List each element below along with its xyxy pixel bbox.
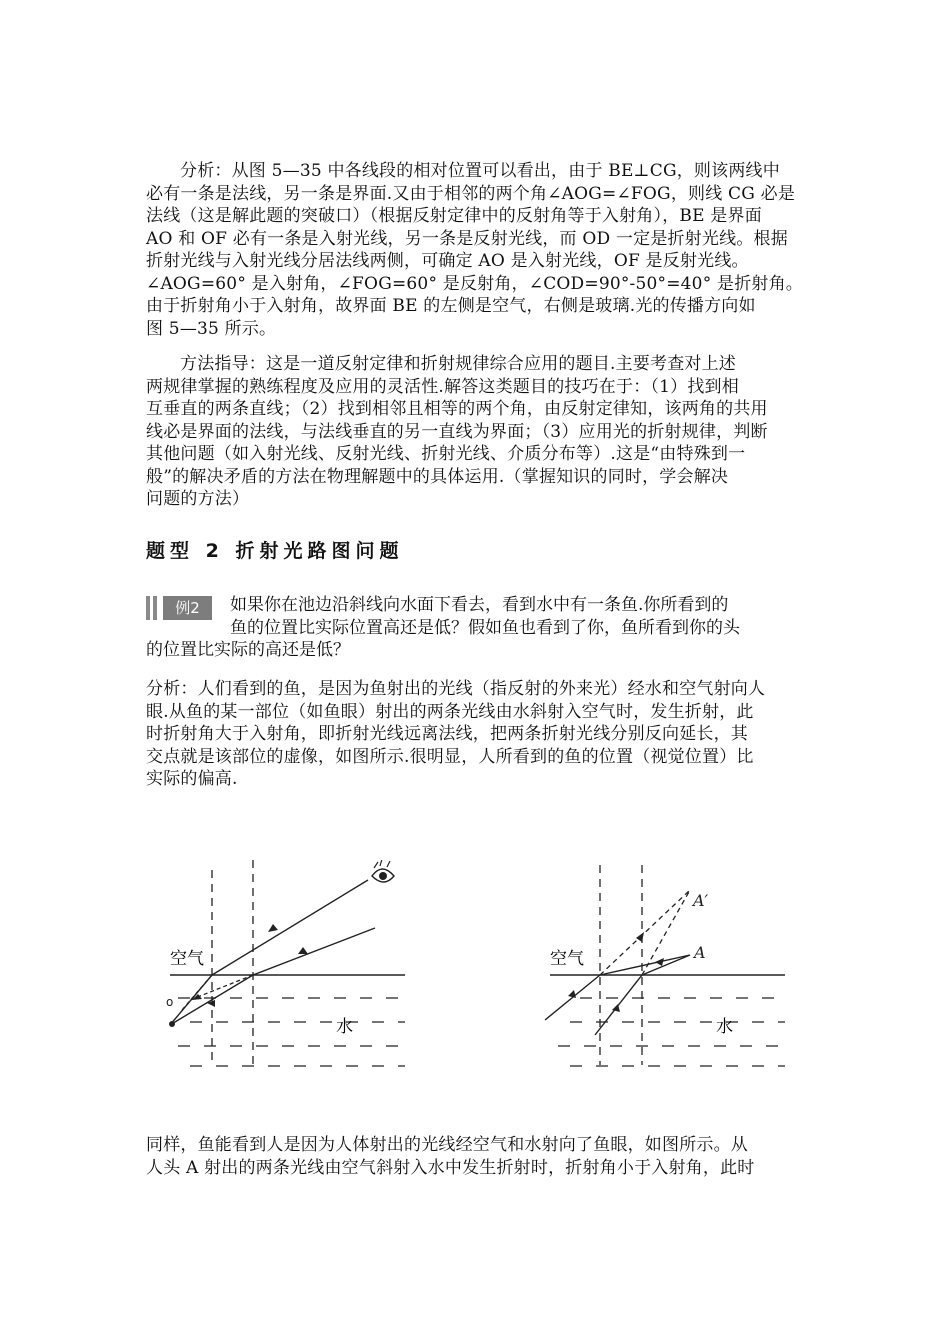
example-tag-label: 例2 xyxy=(163,596,212,620)
water-label: 水 xyxy=(716,1017,733,1037)
extension-line xyxy=(642,890,690,975)
tag-bar xyxy=(153,596,157,620)
analysis2-line: 时折射角大于入射角，即折射光线远离法线，把两条折射光线分别反向延长，其 xyxy=(146,724,748,744)
figure-person-seen-by-fish xyxy=(540,860,790,1080)
analysis2-line: 实际的偏高. xyxy=(146,769,238,789)
eye-icon xyxy=(372,860,394,882)
example-line: 如果你在池边沿斜线向水面下看去，看到水中有一条鱼.你所看到的 xyxy=(230,595,729,615)
method-line: 方法指导：这是一道反射定律和折射规律综合应用的题目.主要考查对上述 xyxy=(180,354,737,374)
method-paragraph xyxy=(146,353,806,511)
example-tag xyxy=(146,596,212,620)
analysis-line: 必有一条是法线，另一条是界面.又由于相邻的两个角∠AOG=∠FOG，则线 CG 必是 xyxy=(146,183,796,204)
air-label: 空气 xyxy=(550,949,584,969)
analysis2-line: 交点就是该部位的虚像，如图所示.很明显，人所看到的鱼的位置（视觉位置）比 xyxy=(146,746,754,767)
refracted-ray xyxy=(253,928,375,975)
method-line: 互垂直的两条直线；（2）找到相邻且相等的两个角，由反射定律知，该两角的共用 xyxy=(146,399,768,419)
analysis-paragraph xyxy=(146,160,806,340)
method-line: 两规律掌握的熟练程度及应用的灵活性.解答这类题目的技巧在于：（1）找到相 xyxy=(146,376,739,397)
closing-paragraph xyxy=(146,1134,806,1179)
example-line: 鱼的位置比实际位置高还是低？假如鱼也看到了你，鱼所看到你的头 xyxy=(230,617,740,638)
analysis2-paragraph xyxy=(146,678,806,791)
closing-line: 同样，鱼能看到人是因为人体射出的光线经空气和水射向了鱼眼，如图所示。从 xyxy=(146,1135,748,1155)
analysis-line: AO 和 OF 必有一条是入射光线，另一条是反射光线，而 OD 一定是折射光线。根据 xyxy=(146,228,788,249)
analysis-line: 折射光线与入射光线分居法线两侧，可确定 AO 是入射光线，OF 是反射光线。 xyxy=(146,251,749,271)
analysis-line: ∠AOG=60° 是入射角，∠FOG=60° 是反射角，∠COD=90°-50°=40° 是折射角。 xyxy=(146,273,804,294)
analysis-line: 法线（这是解此题的突破口）（根据反射定律中的反射角等于入射角），BE 是界面 xyxy=(146,206,762,226)
analysis-line: 分析：从图 5—35 中各线段的相对位置可以看出，由于 BE⊥CG，则该两线中 xyxy=(180,161,780,181)
svg-text:o: o xyxy=(166,995,174,1009)
air-label: 空气 xyxy=(170,949,204,969)
analysis2-line: 分析：人们看到的鱼，是因为鱼射出的光线（指反射的外来光）经水和空气射向人 xyxy=(146,679,766,699)
tag-bar xyxy=(146,596,150,620)
incident-ray xyxy=(600,955,690,975)
point-a-prime-label: A′ xyxy=(693,891,709,910)
analysis-line: 由于折射角小于入射角，故界面 BE 的左侧是空气，右侧是玻璃.光的传播方向如 xyxy=(146,296,756,316)
method-line: 其他问题（如入射光线、反射光线、折射光线、介质分布等）.这是“由特殊到一 xyxy=(146,444,746,464)
analysis2-line: 眼.从鱼的某一部位（如鱼眼）射出的两条光线由水斜射入空气时，发生折射，此 xyxy=(146,701,754,722)
extension-line xyxy=(600,890,690,975)
water-dashes xyxy=(558,998,785,1066)
figure-fish-seen-by-eye xyxy=(160,860,410,1080)
method-line: 问题的方法） xyxy=(146,489,250,509)
method-line: 线必是界面的法线，与法线垂直的另一直线为界面；（3）应用光的折射规律，判断 xyxy=(146,421,768,442)
analysis-line: 图 5—35 所示。 xyxy=(146,318,277,339)
example-line: 的位置比实际的高还是低？ xyxy=(146,640,350,660)
method-line: 般”的解决矛盾的方法在物理解题中的具体运用.（掌握知识的同时，学会解决 xyxy=(146,466,729,487)
example-question xyxy=(230,594,740,639)
incident-ray xyxy=(642,955,690,975)
arrowheads xyxy=(192,924,308,1007)
water-label: 水 xyxy=(336,1017,353,1037)
fish-icon xyxy=(166,995,175,1027)
closing-line: 人头 A 射出的两条光线由空气斜射入水中发生折射时，折射角小于入射角，此时 xyxy=(146,1157,755,1178)
section-heading: 题型 2 折射光路图问题 xyxy=(146,540,404,562)
point-a-label: A xyxy=(694,943,706,962)
refracted-ray xyxy=(595,975,642,1035)
